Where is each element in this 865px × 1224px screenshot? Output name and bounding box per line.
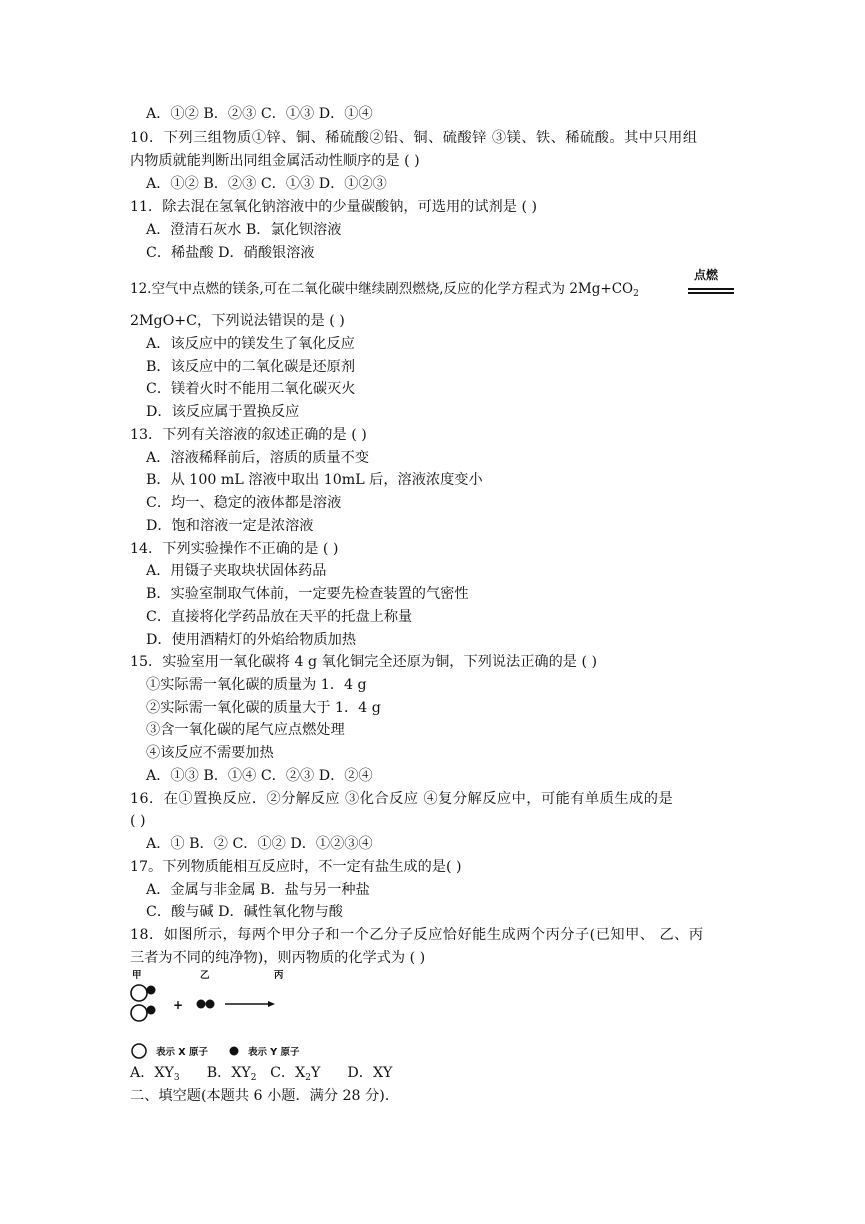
reaction-condition-arrow (688, 268, 734, 298)
q14-option-c: C．直接将化学药品放在天平的托盘上称量 (146, 609, 413, 625)
plus-sign: + (173, 998, 184, 1012)
q16-stem-line1: 16．在①置换反应．②分解反应 ③化合反应 ④复分解反应中，可能有单质生成的是 (130, 791, 674, 807)
q13-option-b: B．从 100 mL 溶液中取出 10mL 后，溶液浓度变小 (146, 472, 483, 488)
equals-line-bottom (688, 292, 734, 294)
q14-stem: 14．下列实验操作不正确的是 ( ) (130, 541, 339, 557)
q12-co2-subscript: 2 (633, 289, 639, 299)
q15-statement-4: ④该反应不需要加热 (146, 745, 274, 761)
q11-stem: 11．除去混在氢氧化钠溶液中的少量碳酸钠，可选用的试剂是 ( ) (130, 199, 538, 215)
reaction-arrow-head (268, 1001, 275, 1007)
y-atom (147, 986, 156, 995)
q18-option-b: B．$XY_2$ (206, 1065, 257, 1083)
label-jia: 甲 (132, 970, 142, 981)
q12-stem-line2: 2MgO+C，下列说法错误的是 ( ) (130, 313, 345, 329)
q10-options: A．①② B．②③ C．①③ D．①②③ (146, 176, 387, 192)
q12-option-b: B．该反应中的二氧化碳是还原剂 (146, 359, 356, 375)
q18-stem-line1: 18．如图所示，每两个甲分子和一个乙分子反应恰好能生成两个丙分子(已知甲、 乙、丙 (130, 927, 704, 943)
y-atom-legend-icon (226, 1043, 242, 1059)
q12-option-d: D．该反应属于置换反应 (146, 404, 300, 420)
y-atom (147, 1006, 156, 1015)
q9-options: A．①② B．②③ C．①③ D．①④ (146, 106, 373, 122)
x-atom (131, 985, 147, 1001)
q18-stem-line2: 三者为不同的纯净物)，则丙物质的化学式为 ( ) (130, 950, 426, 966)
q11-options-row1: A．澄清石灰水 B．氯化钡溶液 (146, 222, 342, 238)
q15-statement-3: ③含一氧化碳的尾气应点燃处理 (146, 722, 345, 738)
q18-option-d: D．XY (347, 1065, 393, 1081)
q18-options (130, 1063, 392, 1088)
y-atom (206, 1000, 215, 1009)
q15-options: A．①③ B．①④ C．②③ D．②④ (146, 768, 373, 784)
q17-options-row1: A．金属与非金属 B．盐与另一种盐 (146, 882, 370, 898)
q13-stem: 13．下列有关溶液的叙述正确的是 ( ) (130, 427, 367, 443)
q13-option-a: A．溶液稀释前后，溶质的质量不变 (146, 450, 370, 466)
q18-option-a: A．$XY_3$ (130, 1065, 180, 1083)
q15-stem: 15．实验室用一氧化碳将 4 g 氧化铜完全还原为铜，下列说法正确的是 ( ) (130, 654, 598, 670)
q15-statement-2: ②实际需一氧化碳的质量大于 1．4 g (146, 700, 381, 716)
legend-x-label: 表示 X 原子 (156, 1047, 208, 1058)
label-yi: 乙 (200, 970, 210, 981)
q14-option-b: B．实验室制取气体前，一定要先检查装置的气密性 (146, 586, 469, 602)
q12-stem-text: 12.空气中点燃的镁条,可在二氧化碳中继续剧烈燃烧,反应的化学方程式为 2Mg+CO (130, 281, 634, 297)
q12-option-c: C．镁着火时不能用二氧化碳灭火 (146, 381, 356, 397)
x-atom (131, 1005, 147, 1021)
label-bing: 丙 (274, 970, 284, 981)
legend-y-label: 表示 Y 原子 (247, 1047, 300, 1058)
section-2-title: 二、填空题(本题共 6 小题．满分 28 分)． (130, 1088, 400, 1104)
x-atom-legend-icon (130, 1043, 150, 1059)
equals-line-top (688, 288, 734, 290)
q16-stem-line2: ( ) (130, 813, 146, 829)
q17-stem: 17。下列物质能相互反应时，不一定有盐生成的是( ) (130, 859, 462, 875)
q12-stem-line1 (130, 279, 639, 304)
q14-option-d: D．使用酒精灯的外焰给物质加热 (146, 632, 357, 648)
q18-option-c: C．$X_2Y$ (270, 1065, 321, 1083)
q13-option-d: D．饱和溶液一定是浓溶液 (146, 518, 314, 534)
ignition-condition-label: 点燃 (694, 268, 719, 282)
q13-option-c: C．均一、稳定的液体都是溶液 (146, 495, 342, 511)
diagram-legend (130, 1043, 299, 1059)
q12-option-a: A．该反应中的镁发生了氧化反应 (146, 336, 355, 352)
q15-statement-1: ①实际需一氧化碳的质量为 1．4 g (146, 677, 367, 693)
q10-stem-line1: 10．下列三组物质①锌、铜、稀硫酸②铅、铜、硫酸锌 ③镁、铁、稀硫酸。其中只用组 (130, 130, 698, 146)
y-atom (197, 1000, 206, 1009)
q11-options-row2: C．稀盐酸 D．硝酸银溶液 (146, 245, 315, 261)
q16-options: A．① B．② C．①② D．①②③④ (146, 836, 373, 852)
q14-option-a: A．用镊子夹取块状固体药品 (146, 563, 327, 579)
q17-options-row2: C．酸与碱 D．碱性氧化物与酸 (146, 904, 343, 920)
q10-stem-line2: 内物质就能判断出同组金属活动性顺序的是 ( ) (130, 153, 420, 169)
